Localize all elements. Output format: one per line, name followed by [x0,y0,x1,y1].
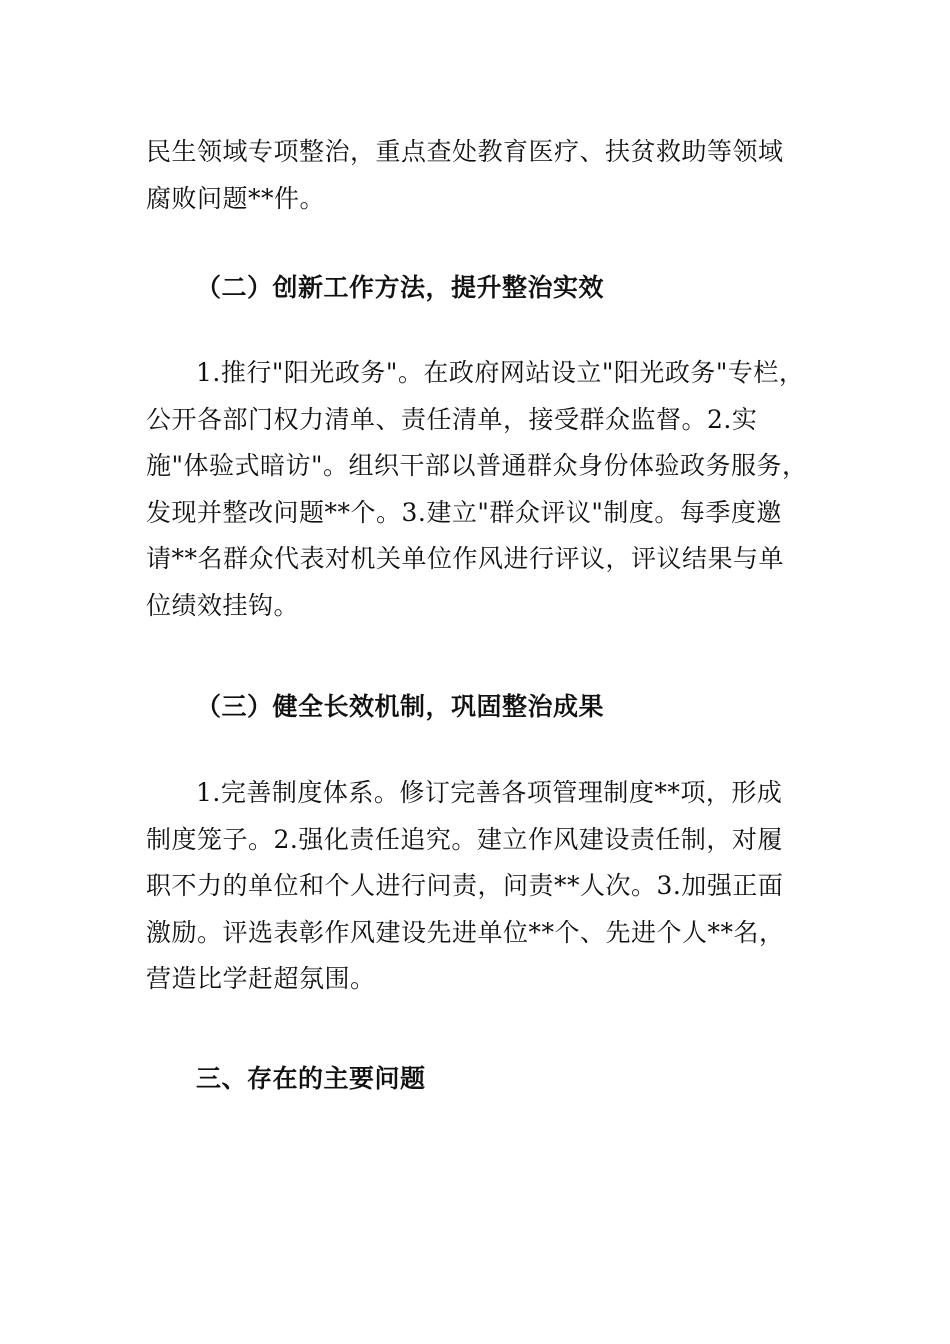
text-line: 营造比学赶超氛围。 [146,964,376,993]
text-line: 发现并整改问题**个。3.建立"群众评议"制度。每季度邀 [146,497,782,527]
text-line: 腐败问题**件。 [146,183,326,213]
text-line: 施"体验式暗访"。组织干部以普通群众身份体验政务服务， [146,451,808,480]
text-line: 位绩效挂钩。 [146,590,300,620]
text-line: 制度笼子。2.强化责任追究。建立作风建设责任制，对履 [146,824,783,854]
text-line: 民生领域专项整治，重点查处教育医疗、扶贫救助等领域 [146,137,784,166]
text-line: 请**名群众代表对机关单位作风进行评议，评议结果与单 [146,544,785,573]
section-heading-3: （三）健全长效机制，巩固整治成果 [196,692,605,721]
text-line: 公开各部门权力清单、责任清单，接受群众监督。2.实 [146,404,758,434]
paragraph-3 [146,770,806,1003]
section-heading-2: （二）创新工作方法，提升整治实效 [196,273,605,302]
paragraph-intro [146,129,806,222]
chapter-heading-problems: 三、存在的主要问题 [196,1064,426,1093]
text-line: 激励。评选表彰作风建设先进单位**个、先进个人**名， [146,917,785,947]
text-line: 职不力的单位和个人进行问责，问责**人次。3.加强正面 [146,871,784,900]
paragraph-2 [146,350,806,629]
text-line: 1.完善制度体系。修订完善各项管理制度**项，形成 [196,778,783,807]
text-line: 1.推行"阳光政务"。在政府网站设立"阳光政务"专栏， [196,358,805,387]
